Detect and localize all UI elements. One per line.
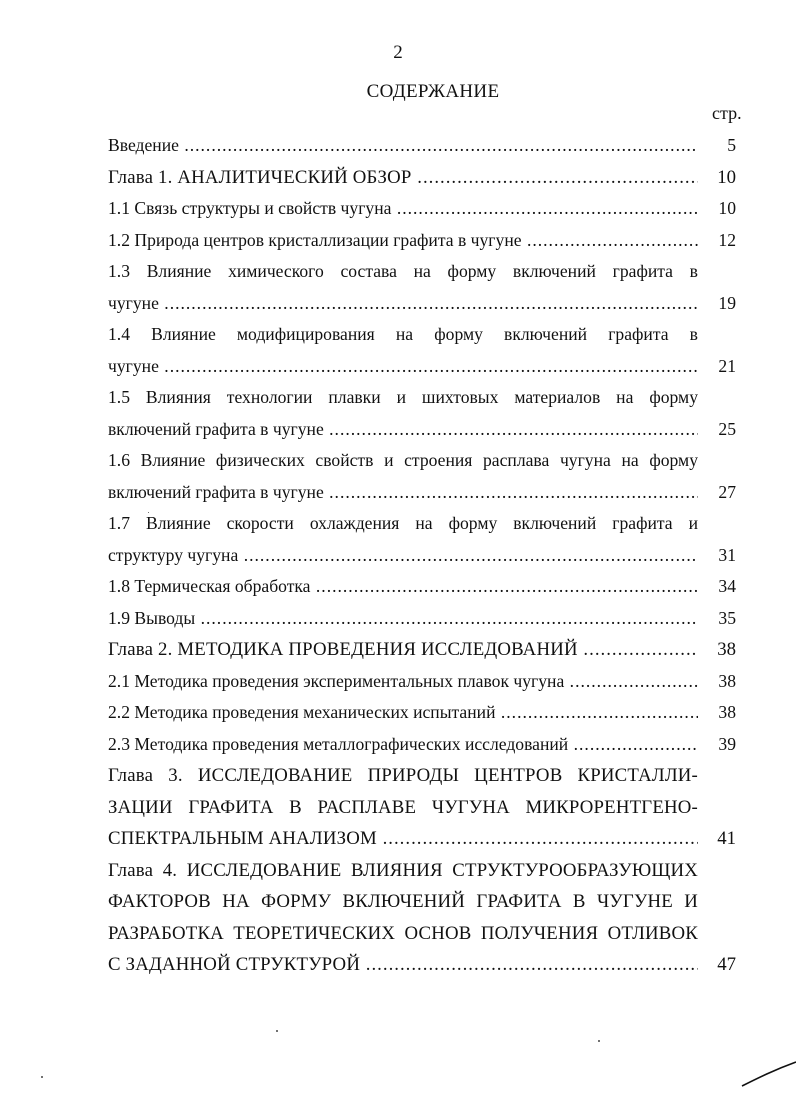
toc-entry-text: С ЗАДАННОЙ СТРУКТУРОЙ ..... (108, 949, 698, 981)
pen-stroke-mark (740, 1058, 796, 1090)
toc-page-number: 41 (717, 828, 736, 849)
toc-row (108, 319, 736, 351)
toc-page-number: 38 (718, 670, 736, 691)
scan-speck (276, 1030, 278, 1032)
page-number: 2 (393, 42, 403, 63)
toc-row (108, 508, 736, 540)
toc-page-number: 34 (718, 576, 736, 596)
toc-entry-text: ФАКТОРОВ НА ФОРМУ ВКЛЮЧЕНИЙ ГРАФИТА В ЧУГУНЕ И (108, 891, 698, 912)
toc-row (108, 697, 736, 729)
toc-page-number: 38 (717, 639, 736, 660)
toc-page-number: 35 (718, 607, 736, 628)
toc-page-number: 31 (718, 544, 736, 565)
toc-entry-text: Глава 1. АНАЛИТИЧЕСКИЙ ОБЗОР ..... (108, 162, 698, 194)
toc-row (108, 729, 736, 761)
toc-entry-text: структуру чугуна ..... (108, 540, 698, 572)
toc-page-number: 38 (718, 702, 736, 722)
toc-page-number: 10 (718, 198, 736, 218)
toc-row (108, 634, 736, 666)
toc-page-number: 12 (718, 229, 736, 250)
toc-entry-text: чугуне ..... (108, 351, 698, 383)
toc-row (108, 603, 736, 635)
toc-entry-text: Глава 2. МЕТОДИКА ПРОВЕДЕНИЯ ИССЛЕДОВАНИЙ ..... (108, 634, 698, 666)
toc-entry-text: Введение ..... (108, 130, 698, 162)
toc-row (108, 855, 736, 887)
toc-entry-text: 1.1 Связь структуры и свойств чугуна ..... (108, 193, 698, 225)
toc-row (108, 886, 736, 918)
toc-entry-text: Глава 4. ИССЛЕДОВАНИЕ ВЛИЯНИЯ СТРУКТУРООБРАЗУЮЩИХ (108, 859, 698, 881)
toc-entry-text: 1.2 Природа центров кристаллизации графита в чугуне ..... (108, 225, 698, 257)
toc-row (108, 193, 736, 225)
toc-entry-text: чугуне ..... (108, 288, 698, 320)
toc-entry-text: 1.3 Влияние химического состава на форму включений графита в (108, 261, 698, 281)
toc-row (108, 225, 736, 257)
toc-row (108, 823, 736, 855)
toc-entry-text: 1.6 Влияние физических свойств и строения расплава чугуна на форму (108, 450, 698, 470)
toc-page-number: 10 (717, 166, 736, 188)
toc-entry-text: включений графита в чугуне ..... (108, 414, 698, 446)
toc-row (108, 351, 736, 383)
toc-row (108, 666, 736, 698)
toc-entry-text: 2.1 Методика проведения экспериментальных плавок чугуна ..... (108, 666, 698, 698)
toc-page-number: 21 (718, 355, 736, 376)
toc-entry-text: 2.2 Методика проведения механических испытаний ..... (108, 697, 698, 729)
toc-entry-text: включений графита в чугуне ..... (108, 477, 698, 509)
toc-row (108, 949, 736, 981)
toc-entry-text: 1.7 Влияние скорости охлаждения на форму включений графита и (108, 513, 698, 533)
toc-row (108, 792, 736, 824)
toc-entry-text: 1.4 Влияние модифицирования на форму включений графита в (108, 324, 698, 344)
toc-row (108, 445, 736, 477)
toc-entry-text: РАЗРАБОТКА ТЕОРЕТИЧЕСКИХ ОСНОВ ПОЛУЧЕНИЯ ОТЛИВОК (108, 922, 698, 944)
toc-row (108, 256, 736, 288)
toc-row (108, 571, 736, 603)
toc-row (108, 382, 736, 414)
toc-page-number: 25 (718, 418, 736, 439)
scan-speck (148, 512, 149, 513)
toc-row (108, 414, 736, 446)
toc-row (108, 540, 736, 572)
toc-entry-text: Глава 3. ИССЛЕДОВАНИЕ ПРИРОДЫ ЦЕНТРОВ КРИСТАЛЛИ- (108, 765, 698, 786)
toc-row (108, 130, 736, 162)
scan-speck (41, 1076, 43, 1078)
toc-entry-text: 1.5 Влияния технологии плавки и шихтовых материалов на форму (108, 387, 698, 407)
toc-page-number: 19 (718, 292, 736, 313)
toc-page-number: 5 (727, 135, 736, 155)
toc-row (108, 162, 736, 194)
toc-page-number: 39 (718, 733, 736, 754)
toc-entry-text: 2.3 Методика проведения металлографических исследований ..... (108, 729, 698, 761)
toc-row (108, 918, 736, 950)
toc-row (108, 288, 736, 320)
toc-page-number: 47 (717, 954, 736, 975)
page-column-label: стр. (712, 103, 742, 123)
toc-entry-text: 1.8 Термическая обработка ..... (108, 571, 698, 603)
toc-page-number: 27 (718, 481, 736, 502)
page-title: СОДЕРЖАНИЕ (366, 81, 500, 102)
toc-entry-text: ЗАЦИИ ГРАФИТА В РАСПЛАВЕ ЧУГУНА МИКРОРЕНТГЕНО- (108, 796, 698, 818)
toc-row (108, 760, 736, 792)
table-of-contents (108, 130, 736, 981)
scan-speck (598, 1040, 600, 1042)
toc-entry-text: СПЕКТРАЛЬНЫМ АНАЛИЗОМ ..... (108, 823, 698, 855)
toc-row (108, 477, 736, 509)
toc-entry-text: 1.9 Выводы ..... (108, 603, 698, 635)
